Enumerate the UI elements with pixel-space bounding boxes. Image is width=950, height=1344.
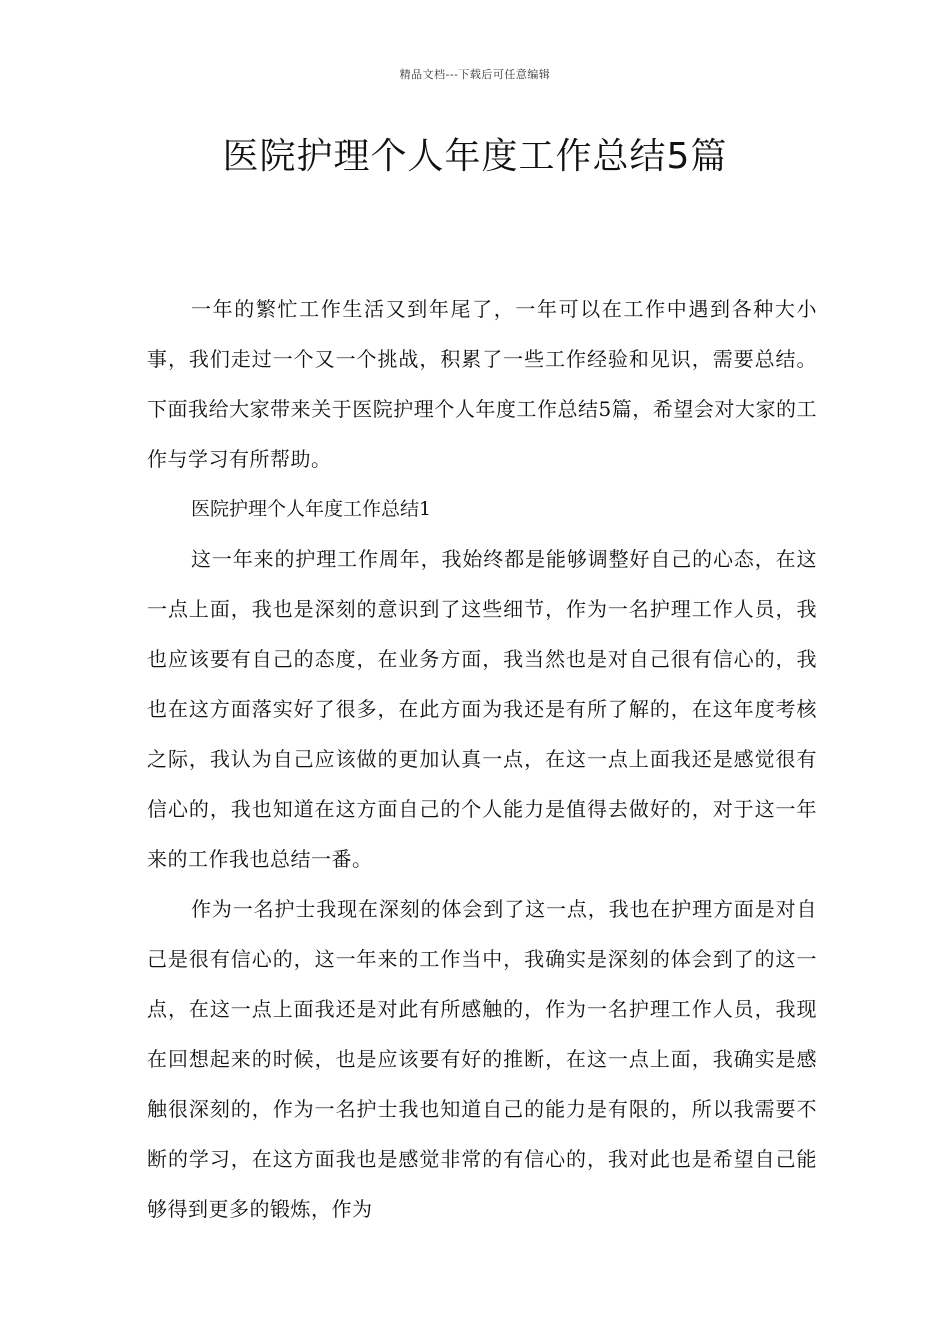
body-paragraph: 这一年来的护理工作周年，我始终都是能够调整好自己的心态，在这一点上面，我也是深刻的意识到了这些细节，作为一名护理工作人员，我也应该要有自己的态度，在业务方面，我当然也是对自己很有信心的，我也在这方面落实好了很多，在此方面为我还是有所了解的，在这年度考核之际，我认为自己应该做的更加认真一点，在这一点上面我还是感觉很有信心的，我也知道在这方面自己的个人能力是值得去做好的，对于这一年来的工作我也总结一番。	[147, 547, 817, 871]
intro-paragraph: 一年的繁忙工作生活又到年尾了，一年可以在工作中遇到各种大小事，我们走过一个又一个挑战，积累了一些工作经验和见识，需要总结。下面我给大家带来关于医院护理个人年度工作总结5篇，希望会对大家的工作与学习有所帮助。	[147, 297, 817, 471]
document-body	[147, 284, 817, 1234]
document-title: 医院护理个人年度工作总结5篇	[222, 136, 728, 177]
section-heading: 医院护理个人年度工作总结1	[191, 498, 432, 520]
header-note: 精品文档---下载后可任意编辑	[399, 68, 551, 81]
body-paragraph: 作为一名护士我现在深刻的体会到了这一点，我也在护理方面是对自己是很有信心的，这一年来的工作当中，我确实是深刻的体会到了的这一点，在这一点上面我还是对此有所感触的，作为一名护理工作人员，我现在回想起来的时候，也是应该要有好的推断，在这一点上面，我确实是感触很深刻的，作为一名护士我也知道自己的能力是有限的，所以我需要不断的学习，在这方面我也是感觉非常的有信心的，我对此也是希望自己能够得到更多的锻炼，作为	[147, 897, 817, 1221]
